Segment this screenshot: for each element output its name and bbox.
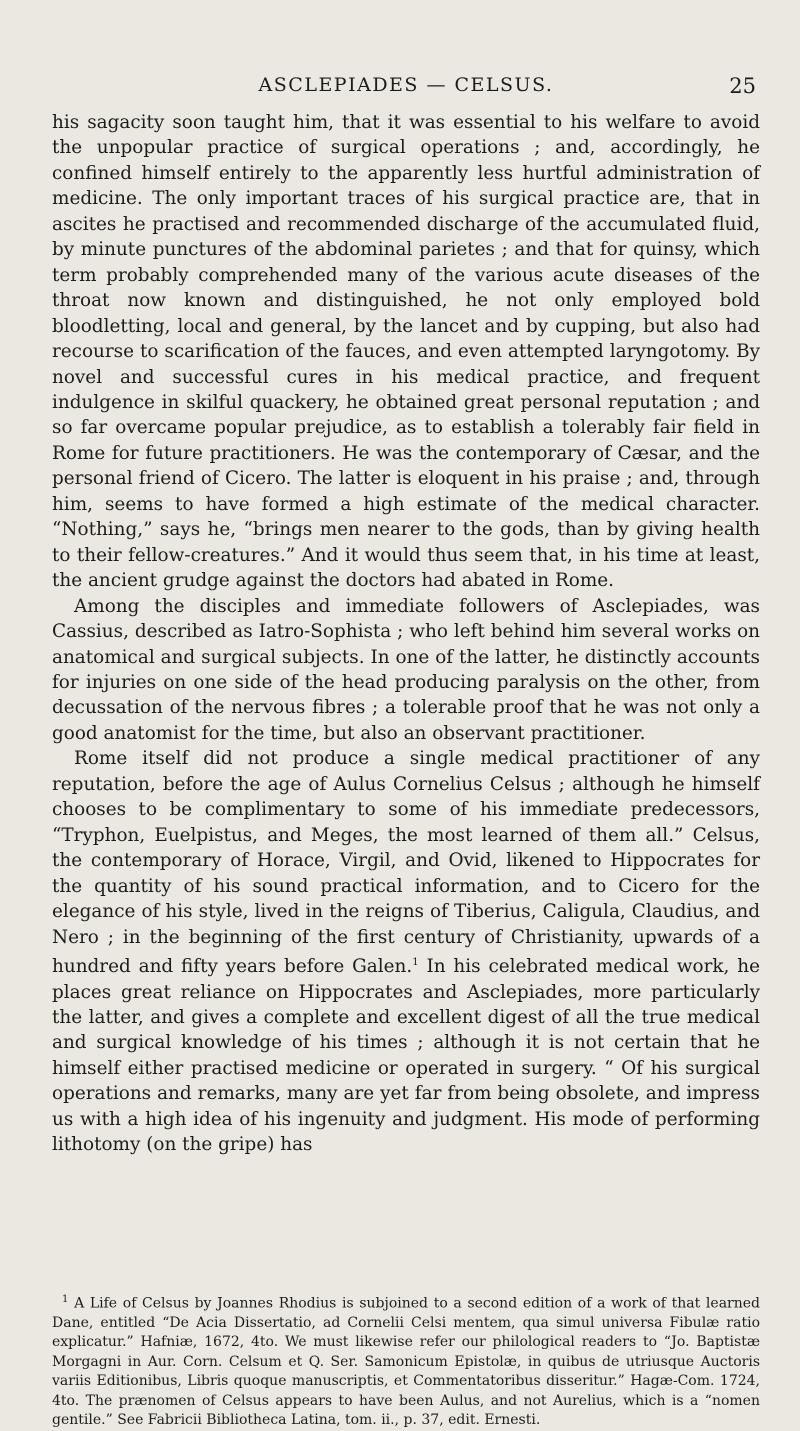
footnote-text: A Life of Celsus by Joannes Rhodius is subjoined to a second edition of a work of that learned Dane, entitled “De Acia Dissertatio, ad Cornelii Celsi mentem, qua simul universa Fibulæ ratio explicatur.” Hafniæ, 1672, 4to. We must likewise refer our philological readers to “Jo. Baptistæ Morgagni in Aur. Corn. Celsum et Q. Ser. Samonicum Epistolæ, in quibus de utriusque Auctoris variis Editionibus, Libris quoque manuscriptis, et Commentatoribus disseritur.” Hagæ-Com. 1724, 4to. The prænomen of Celsus appears to have been Aulus, and not Aurelius, which is a “nomen gentile.” See Fabricii Bibliotheca Latina, tom. ii., p. 37, edit. Ernesti. [52,1295,760,1429]
footnote [52,1290,760,1431]
running-head [52,74,760,104]
paragraph-3 [52,746,760,1157]
running-title: ASCLEPIADES — CELSUS. [258,74,554,96]
paragraph-3-continued: In his celebrated medical work, he places great reliance on Hippocrates and Asclepiades, more particularly the latter, and gives a complete and excellent digest of all the true medical and surgical knowledge of his times ; although it is not certain that he himself either practised medicine or operated in surgery. “ Of his surgical operations and remarks, many are yet far from being obsolete, and impress us with a high idea of his ingenuity and judgment. His mode of performing lithotomy (on the gripe) has [52,956,760,1156]
footnote-reference: 1 [412,956,419,968]
paragraph-1: his sagacity soon taught him, that it was essential to his welfare to avoid the unpopular practice of surgical operations ; and, accordingly, he confined himself entirely to the apparently less hurtful administration of medicine. The only important traces of his surgical practice are, that in ascites he practised and recommended discharge of the accumulated fluid, by minute punctures of the abdominal parietes ; and that for quinsy, which term probably comprehended many of the various acute diseases of the throat now known and distinguished, he not only employed bold bloodletting, local and general, by the lancet and by cupping, but also had recourse to scarification of the fauces, and even attempted laryngotomy. By novel and successful cures in his medical practice, and frequent indulgence in skilful quackery, he obtained great personal reputation ; and so far overcame popular prejudice, as to establish a tolerably fair field in Rome for future practitioners. He was the contemporary of Cæsar, and the personal friend of Cicero. The latter is eloquent in his praise ; and, through him, seems to have formed a high estimate of the medical character. “Nothing,” says he, “brings men nearer to the gods, than by giving health to their fellow-creatures.” And it would thus seem that, in his time at least, the ancient grudge against the doctors had abated in Rome. [52,112,760,592]
page-number: 25 [729,74,756,98]
paragraph-3-text: Rome itself did not produce a single medical practitioner of any reputation, before the age of Aulus Cornelius Celsus ; although he himself chooses to be complimentary to some of his immediate predecessors, “Tryphon, Euelpistus, and Meges, the most learned of them all.” Celsus, the contemporary of Horace, Virgil, and Ovid, likened to Hippocrates for the quantity of his sound practical information, and to Cicero for the elegance of his style, lived in the reigns of Tiberius, Caligula, Claudius, and Nero ; in the beginning of the first century of Christianity, upwards of a hundred and fifty years before Galen. [52,748,760,978]
body-text [52,110,760,1158]
footnote-marker: 1 [62,1294,69,1305]
paragraph-2: Among the disciples and immediate followers of Asclepiades, was Cassius, described as Iatro-Sophista ; who left behind him several works on anatomical and surgical subjects. In one of the latter, he distinctly accounts for injuries on one side of the head producing paralysis on the other, from decussation of the nervous fibres ; a tolerable proof that he was not only a good anatomist for the time, but also an observant practitioner. [52,595,760,744]
